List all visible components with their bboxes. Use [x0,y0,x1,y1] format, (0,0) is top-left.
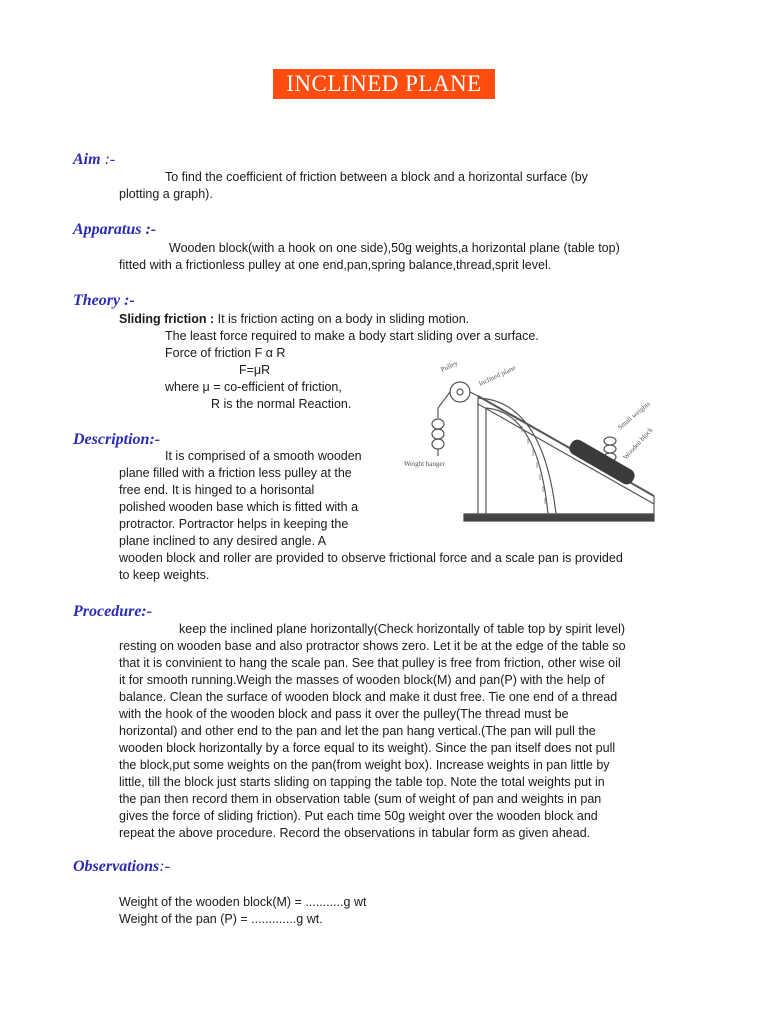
wooden-block-label: Wooden block [621,425,655,462]
procedure-line: the pan then record them in observation table (sum of weight of pan and weights in pan [119,792,602,806]
observations-text [119,894,366,928]
theory-heading: Theory :- [73,292,135,309]
procedure-line: little, till the block just starts sliding on tapping the table top. Note the total weights put in [119,775,605,789]
apparatus-text [119,240,620,274]
observations-heading [73,857,170,877]
aim-heading-suffix: :- [100,151,116,168]
where-line: where μ = co-efficient of friction, [165,380,342,394]
procedure-line: wooden block horizontally by a force equal to its weight). Since the pan itself does not pull [119,741,616,755]
description-line: It is comprised of a smooth wooden [165,449,362,463]
description-line: plane inclined to any desired angle. A [119,534,327,548]
description-text [119,448,623,584]
procedure-heading: Procedure:- [73,603,153,620]
aim-heading-main: Aim [73,151,101,168]
procedure-line: the block,put some weights on the pan(from weight box). Increase weights in pan little by [119,758,610,772]
observations-heading-suffix: :- [159,858,170,875]
aim-text [119,169,588,203]
observations-heading-main: Observations [73,858,160,875]
observation-line: Weight of the pan (P) = .............g wt. [119,912,323,926]
sliding-friction-label: Sliding friction : [119,312,215,326]
description-heading: Description:- [73,431,161,448]
apparatus-line: fitted with a frictionless pulley at one end,pan,spring balance,thread,sprit level. [119,258,552,272]
inclined-plane-label: Inclined plane [477,363,517,388]
aim-line: plotting a graph). [119,187,213,201]
formula-line: F=μR [239,363,271,377]
force-of-friction-line: Force of friction F α R [165,346,286,360]
pulley-label: Pulley [439,359,460,374]
observation-line: Weight of the wooden block(M) = ...........g wt [119,895,367,909]
page-title: INCLINED PLANE [273,69,495,99]
description-line: polished wooden base which is fitted with a [119,500,359,514]
aim-line: To find the coefficient of friction between a block and a horizontal surface (by [165,170,588,184]
description-line: to keep weights. [119,568,210,582]
procedure-line: resting on wooden base and also protractor shows zero. Let it be at the edge of the table so [119,639,626,653]
procedure-line: with the hook of the wooden block and pass it over the pulley(The thread must be [119,707,569,721]
procedure-line: keep the inclined plane horizontally(Check horizontally of table top by spirit level) [179,622,626,636]
apparatus-line: Wooden block(with a hook on one side),50g weights,a horizontal plane (table top) [169,241,620,255]
description-line: protractor. Portractor helps in keeping the [119,517,349,531]
pulley-wheel [450,382,470,402]
procedure-line: balance. Clean the surface of wooden block and make it dust free. Tie one end of a thread [119,690,618,704]
aim-heading [73,150,115,170]
description-line: plane filled with a friction less pulley at the [119,466,352,480]
procedure-text [119,621,626,842]
apparatus-heading: Apparatus :- [73,221,157,238]
procedure-line: that it is convinient to hang the scale pan. See that pulley is free from friction, other wise oil [119,656,621,670]
procedure-line: horizontal) and other end to the pan and let the pan hang vertical.(The pan will pull the [119,724,596,738]
sliding-friction-line [119,311,539,328]
procedure-line: gives the force of sliding friction). Put each time 50g weight over the wooden block and [119,809,598,823]
sliding-friction-text: It is friction acting on a body in sliding motion. [214,312,470,326]
least-force-line: The least force required to make a body start sliding over a surface. [165,329,539,343]
small-weights-label: Small weights [616,399,652,432]
description-line: wooden block and roller are provided to observe frictional force and a scale pan is provided [119,551,623,565]
description-line: free end. It is hinged to a horisontal [119,483,315,497]
procedure-line: repeat the above procedure. Record the observations in tabular form as given ahead. [119,826,591,840]
weight-hanger-label: Weight hanger [404,460,445,468]
normal-reaction-line: R is the normal Reaction. [211,397,352,411]
procedure-line: it for smooth running.Weigh the masses of wooden block(M) and pan(P) with the help of [119,673,605,687]
